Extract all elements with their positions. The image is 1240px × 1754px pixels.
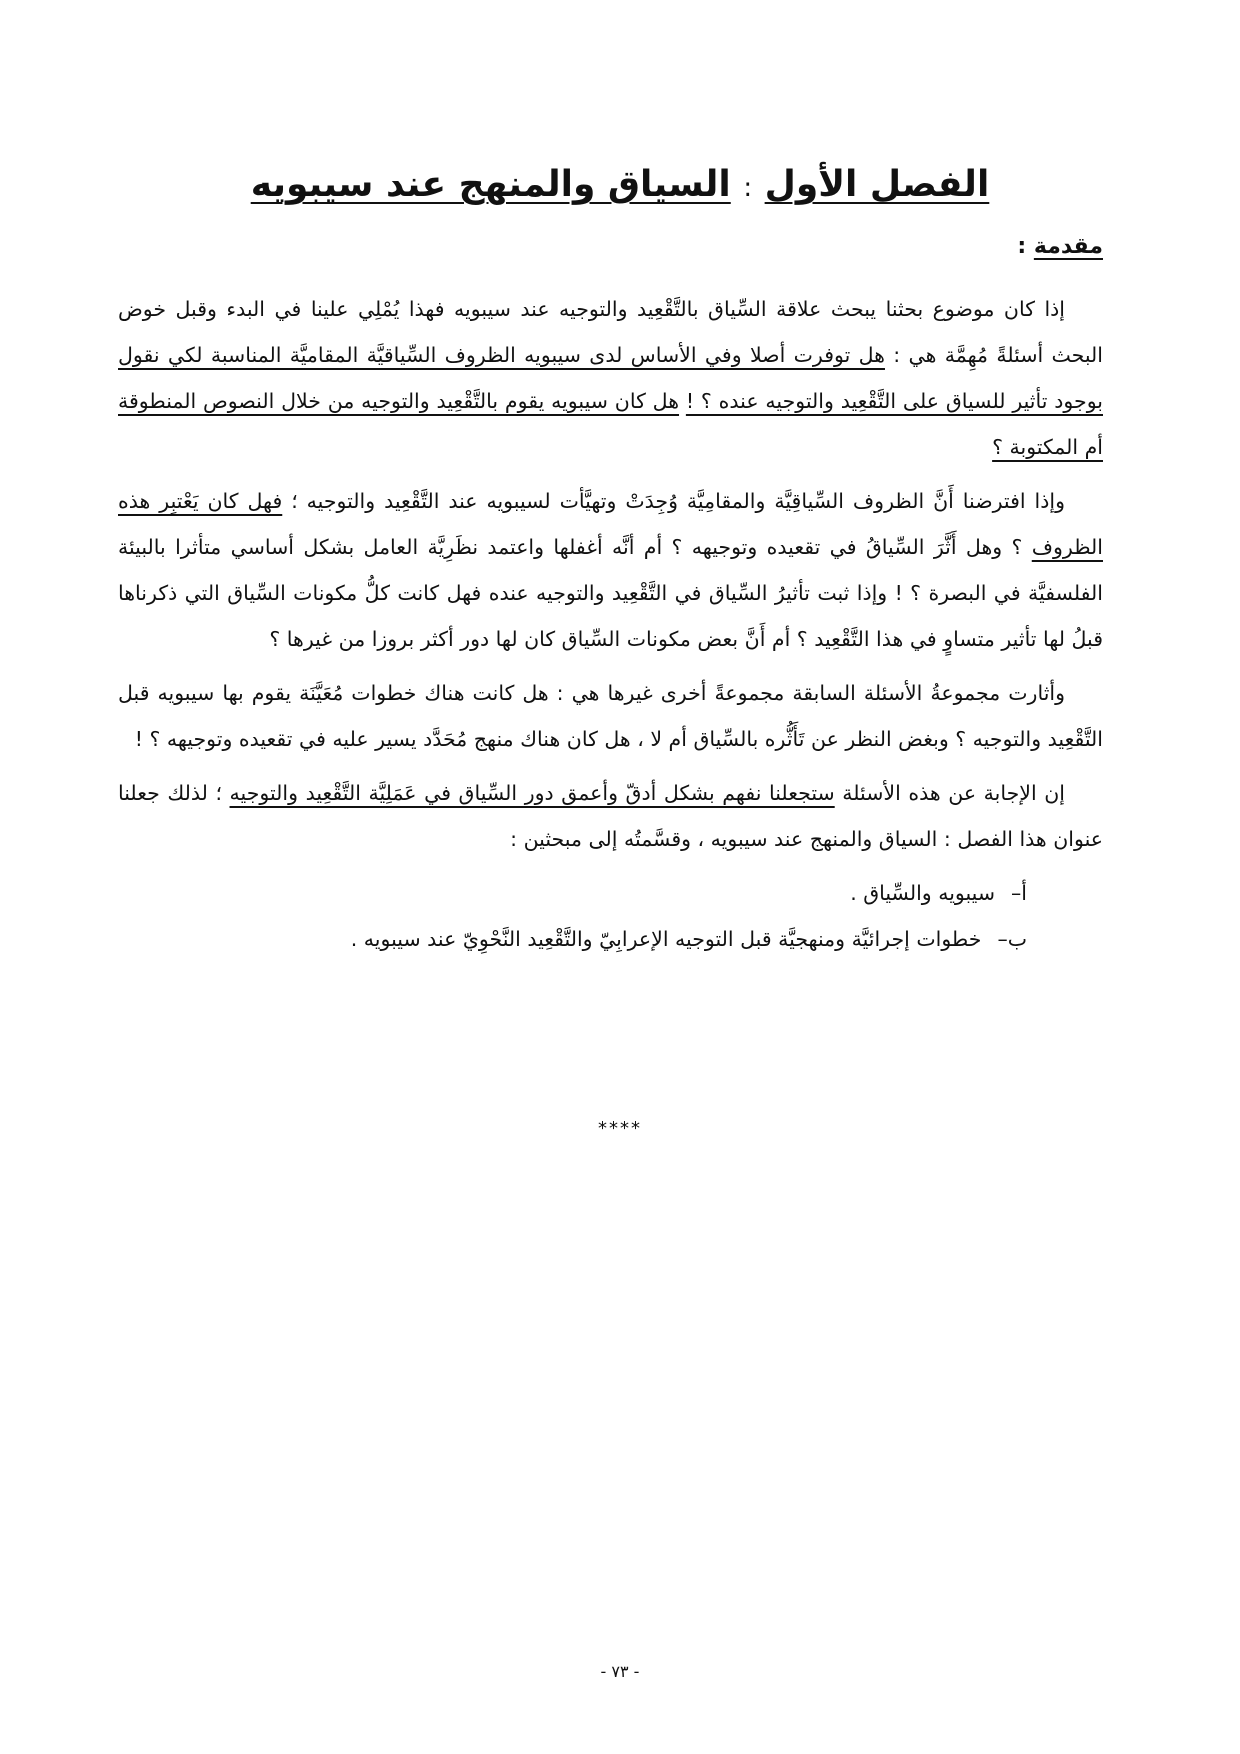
intro-colon: : — [1017, 234, 1027, 259]
page-number: - ٧٣ - — [600, 1662, 640, 1681]
paragraph-2 — [118, 478, 1103, 662]
list-item — [118, 916, 1103, 962]
list-item — [118, 870, 1103, 916]
intro-heading — [1017, 234, 1103, 259]
paragraph-1-underlined-a: هل توفرت أصلا وفي الأساس لدى سيبويه الظروف السِّياقيَّة المقاميَّة المناسبة لكي نقول بوجود تأثير للسياق على التَّقْعِيد والتوجيه عنده ؟ ! — [118, 343, 1103, 413]
paragraph-2-underlined-a: فهل كان يَعْتبِر هذه الظروف — [118, 489, 1103, 559]
paragraph-2-text-b: ؟ وهل أَثَّرَ السِّياقُ في تقعيده وتوجيهه ؟ أم أنَّه أغفلها واعتمد نظَرِيَّة العامل بشكل أساسي متأثرا بالبيئة الفلسفيَّة في البصرة ؟ ! وإذا ثبت تأثيرُ السِّياق في التَّقْعِيد والتوجيه عنده فهل كانت كلُّ مكونات السِّياق التي ذكرناها قبلُ لها تأثير متساوٍ في هذا التَّقْعِيد ؟ أم أَنَّ بعض مكونات السِّياق كان لها دور أكثر بروزا من غيرها ؟ — [118, 535, 1103, 651]
paragraph-3-text-a: وأثارت مجموعةُ الأسئلة السابقة مجموعةً أخرى غيرها هي : هل كانت هناك خطوات مُعَيَّنَة يقوم بها سيبويه قبل التَّقْعِيد والتوجيه ؟ وبغض النظر عن تَأَثُّره بالسِّياق أم لا ، هل كان هناك منهج مُحَدَّد يسير عليه في تقعيده وتوجيهه ؟ ! — [118, 681, 1103, 751]
list-marker: ب– — [997, 927, 1027, 951]
paragraph-4-underlined-a: ستجعلنا نفهم بشكل أدقّ وأعمق دور السِّياق في عَمَلِيَّة التَّقْعِيد والتوجيه — [229, 781, 835, 805]
paragraph-4 — [118, 770, 1103, 862]
paragraph-4-text-a: إن الإجابة عن هذه الأسئلة — [834, 781, 1065, 805]
chapter-subject: السياق والمنهج عند سيبويه — [250, 164, 731, 205]
paragraph-1-underlined-b: هل كان سيبويه يقوم بالتَّقْعِيد والتوجيه من خلال النصوص المنطوقة أم المكتوبة ؟ — [118, 389, 1103, 459]
paragraph-2-text-a: وإذا افترضنا أَنَّ الظروف السِّياقِيَّة والمقامِيَّة وُجِدَتْ وتهيَّأت لسيبويه عند التَّقْعِيد والتوجيه ؛ — [282, 489, 1065, 513]
chapter-title — [120, 160, 1120, 213]
intro-label: مقدمة — [1033, 234, 1103, 259]
paragraph-1 — [118, 286, 1103, 470]
sections-list — [118, 870, 1103, 962]
title-separator: : — [743, 173, 753, 203]
paragraph-1-text-b — [679, 389, 686, 413]
body-text — [118, 286, 1103, 962]
list-item-text: خطوات إجرائيَّة ومنهجيَّة قبل التوجيه الإعرابِيّ والتَّقْعِيد النَّحْوِيّ عند سيبويه . — [350, 927, 982, 951]
list-item-text: سيبويه والسِّياق . — [850, 881, 996, 905]
list-marker: أ– — [1011, 881, 1027, 905]
chapter-label: الفصل الأول — [764, 164, 990, 205]
paragraph-1-text-a: إذا كان موضوع بحثنا يبحث علاقة السِّياق بالتَّقْعِيد والتوجيه عند سيبويه فهذا يُمْلِي علينا في البدء وقبل خوض البحث أسئلةً مُهِمَّة هي : — [118, 297, 1103, 367]
paragraph-3 — [118, 670, 1103, 762]
section-separator-stars: **** — [598, 1118, 642, 1139]
paragraph-4-text-b: ؛ لذلك جعلنا عنوان هذا الفصل : السياق والمنهج عند سيبويه ، وقسَّمتُه إلى مبحثين : — [118, 781, 1103, 851]
